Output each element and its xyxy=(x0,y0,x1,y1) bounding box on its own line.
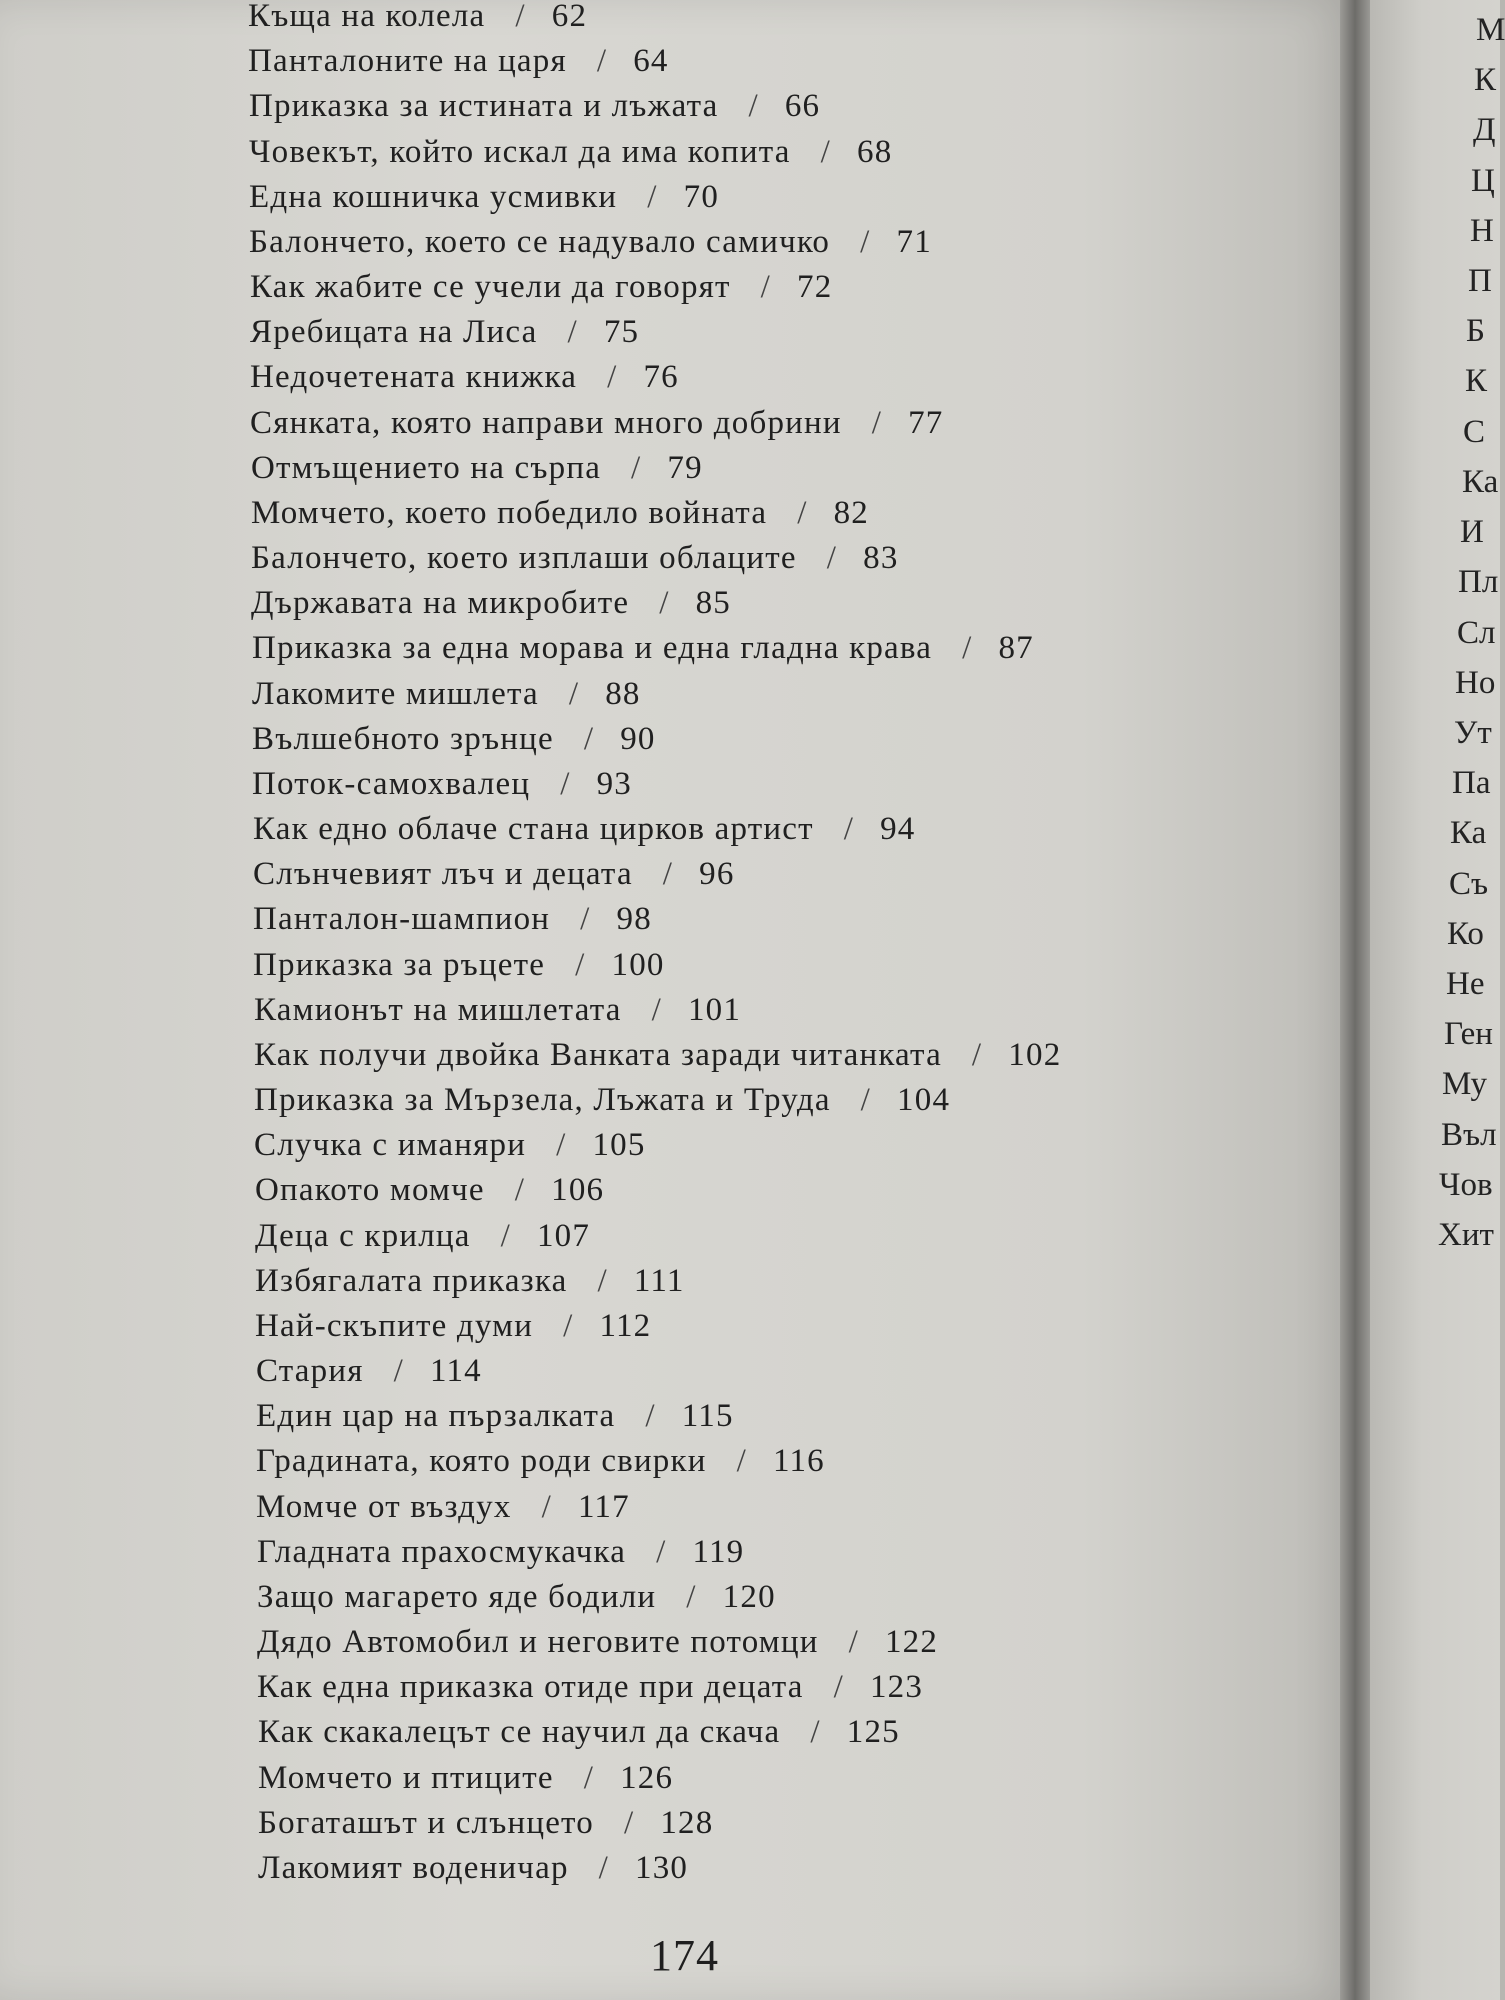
toc-entry xyxy=(256,1439,825,1483)
toc-entry xyxy=(258,1801,713,1845)
toc-entry-title: Момчето и птиците xyxy=(258,1760,554,1796)
toc-entry-page: 96 xyxy=(699,856,735,892)
toc-entry-title: Поток-самохвалец xyxy=(252,766,531,802)
right-page-fragment: Въл xyxy=(1441,1117,1497,1153)
toc-entry xyxy=(255,1304,651,1348)
toc-entry-page: 68 xyxy=(857,134,893,170)
toc-entry-page: 85 xyxy=(695,585,732,621)
toc-entry-page: 116 xyxy=(772,1443,825,1479)
right-page-fragment: М xyxy=(1476,12,1505,48)
toc-entry xyxy=(256,1394,734,1438)
toc-entry-page: 101 xyxy=(687,992,742,1028)
toc-entry-separator: / xyxy=(659,585,670,621)
toc-entry-separator: / xyxy=(575,947,586,983)
toc-entry xyxy=(251,446,703,490)
right-page-fragment: Пл xyxy=(1458,564,1499,600)
toc-entry xyxy=(256,1349,482,1393)
toc-entry-title: Недочетената книжка xyxy=(250,359,578,395)
toc-entry-page: 70 xyxy=(683,179,720,215)
right-page-fragment: Не xyxy=(1446,966,1485,1002)
toc-entry-title: Приказка за Мързела, Лъжата и Труда xyxy=(254,1082,831,1118)
toc-entry-page: 64 xyxy=(633,43,669,79)
toc-entry xyxy=(251,536,899,580)
toc-entry-title: Избягалата приказка xyxy=(255,1263,568,1299)
right-page-fragment: Чов xyxy=(1439,1167,1493,1203)
toc-entry-separator: / xyxy=(631,450,642,486)
toc-entry-page: 100 xyxy=(611,947,665,983)
right-page-fragment: Н xyxy=(1470,213,1494,249)
toc-entry-separator: / xyxy=(797,495,808,531)
toc-entry-separator: / xyxy=(580,901,591,937)
toc-entry-page: 120 xyxy=(722,1579,776,1615)
toc-entry-separator: / xyxy=(607,359,618,395)
toc-entry-separator: / xyxy=(748,88,759,124)
right-page-fragment: Му xyxy=(1442,1066,1488,1102)
toc-entry-title: Момче от въздух xyxy=(256,1489,512,1525)
toc-entry xyxy=(257,1575,776,1619)
toc-entry-separator: / xyxy=(848,1624,859,1660)
toc-entry xyxy=(249,220,932,264)
toc-entry-separator: / xyxy=(515,0,526,34)
toc-entry xyxy=(254,1033,1061,1077)
right-page-fragment: Д xyxy=(1473,112,1496,148)
toc-entry xyxy=(252,717,656,761)
toc-entry xyxy=(248,39,669,83)
toc-entry-separator: / xyxy=(560,766,571,802)
toc-entry-title: Човекът, който искал да има копита xyxy=(249,134,791,170)
toc-entry-separator: / xyxy=(514,1172,526,1208)
toc-entry-title: Слънчевият лъч и децата xyxy=(253,856,633,892)
toc-entry-title: Къща на колела xyxy=(248,0,486,34)
toc-entry-title: Една кошничка усмивки xyxy=(249,179,618,215)
toc-entry-separator: / xyxy=(645,1398,656,1434)
toc-entry-separator: / xyxy=(583,1760,595,1796)
toc-entry xyxy=(249,130,892,174)
toc-entry-page: 111 xyxy=(633,1263,685,1299)
toc-entry xyxy=(254,1123,646,1167)
toc-entry-page: 102 xyxy=(1008,1037,1062,1073)
toc-entry-page: 122 xyxy=(884,1624,939,1660)
toc-entry-title: Стария xyxy=(256,1353,364,1389)
toc-entry-page: 79 xyxy=(667,450,703,486)
toc-entry xyxy=(254,1078,950,1122)
toc-entry-title: Панталон-шампион xyxy=(253,901,551,937)
toc-entry-page: 62 xyxy=(551,0,588,34)
toc-entry-title: Градината, която роди свирки xyxy=(256,1443,707,1479)
toc-entry xyxy=(258,1756,673,1800)
toc-entry xyxy=(250,265,832,309)
toc-entry-separator: / xyxy=(647,179,658,215)
toc-entry-page: 94 xyxy=(880,811,916,847)
toc-entry-page: 83 xyxy=(863,540,899,576)
book-gutter xyxy=(1340,0,1370,2000)
toc-entry-page: 117 xyxy=(577,1489,630,1525)
toc-entry xyxy=(250,310,639,354)
toc-entry-title: Приказка за ръцете xyxy=(253,947,546,983)
toc-entry-title: Случка с иманяри xyxy=(254,1127,527,1163)
right-page-fragment: Съ xyxy=(1449,866,1489,902)
toc-entry-page: 105 xyxy=(592,1127,646,1163)
toc-entry-separator: / xyxy=(833,1669,844,1705)
toc-entry-separator: / xyxy=(568,676,580,712)
toc-entry xyxy=(255,1214,590,1258)
right-page-fragment: Ка xyxy=(1462,464,1499,500)
toc-entry-page: 112 xyxy=(599,1308,652,1344)
toc-entry-separator: / xyxy=(843,811,855,847)
toc-entry-title: Как получи двойка Ванката заради читанката xyxy=(254,1037,942,1073)
toc-entry xyxy=(248,0,587,38)
toc-entry-page: 98 xyxy=(616,901,652,937)
toc-entry-page: 125 xyxy=(846,1714,900,1750)
right-page-fragment: Ка xyxy=(1450,815,1487,851)
toc-entry-separator: / xyxy=(662,856,674,892)
toc-entry xyxy=(254,988,741,1032)
toc-entry-page: 75 xyxy=(603,314,640,350)
toc-entry-title: Камионът на мишлетата xyxy=(254,992,622,1028)
toc-entry xyxy=(253,943,665,987)
toc-entry xyxy=(256,1485,630,1529)
toc-entry xyxy=(258,1846,688,1890)
toc-entry xyxy=(253,807,916,851)
toc-entry-separator: / xyxy=(567,314,578,350)
toc-entry-page: 114 xyxy=(429,1353,482,1389)
toc-entry-separator: / xyxy=(760,269,772,305)
toc-entry-separator: / xyxy=(651,992,662,1028)
right-page-fragment: Ут xyxy=(1454,715,1492,751)
toc-entry-page: 82 xyxy=(833,495,869,531)
toc-entry xyxy=(251,491,869,535)
toc-entry-separator: / xyxy=(826,540,838,576)
toc-entry-title: Опакото момче xyxy=(255,1172,485,1208)
toc-entry-separator: / xyxy=(860,224,871,260)
toc-entry-title: Отмъщението на сърпа xyxy=(251,450,602,486)
right-page-fragment: К xyxy=(1465,363,1488,399)
toc-entry-separator: / xyxy=(597,1263,608,1299)
toc-entry-title: Как една приказка отиде при децата xyxy=(257,1669,804,1705)
toc-entry-title: Гладната прахосмукачка xyxy=(257,1534,627,1570)
right-page-fragment: П xyxy=(1468,263,1492,299)
toc-entry-separator: / xyxy=(541,1489,552,1525)
toc-entry xyxy=(252,626,1034,670)
right-page-fragment: Ко xyxy=(1447,916,1484,952)
toc-entry xyxy=(257,1530,744,1574)
toc-entry-page: 104 xyxy=(897,1082,951,1118)
toc-entry-title: Как скакалецът се научил да скача xyxy=(258,1714,781,1750)
right-page-fragment: Но xyxy=(1455,665,1496,701)
toc-entry-separator: / xyxy=(500,1218,511,1254)
toc-entry xyxy=(255,1168,604,1212)
toc-entry xyxy=(253,852,735,896)
toc-entry-separator: / xyxy=(871,405,883,441)
toc-entry-title: Вълшебното зрънце xyxy=(252,721,554,757)
toc-entry xyxy=(249,175,719,219)
toc-entry-title: Балончето, което се надувало самичко xyxy=(249,224,831,260)
toc-entry-title: Най-скъпите думи xyxy=(255,1308,534,1344)
toc-entry-page: 88 xyxy=(605,676,641,712)
toc-entry-title: Панталоните на царя xyxy=(248,43,567,79)
toc-entry-title: Сянката, която направи много добрини xyxy=(250,405,842,441)
toc-entry-separator: / xyxy=(556,1127,567,1163)
toc-entry-title: Приказка за една морава и една гладна крава xyxy=(252,630,933,666)
toc-entry-separator: / xyxy=(393,1353,404,1389)
toc-entry xyxy=(250,401,944,445)
toc-entry xyxy=(258,1710,900,1754)
toc-entry-separator: / xyxy=(810,1714,821,1750)
toc-entry-title: Дядо Автомобил и неговите потомци xyxy=(257,1624,819,1660)
toc-entry xyxy=(250,355,679,399)
toc-entry-title: Защо магарето яде бодили xyxy=(257,1579,657,1615)
toc-entry-title: Деца с крилца xyxy=(255,1218,471,1254)
toc-entry xyxy=(253,897,652,941)
toc-entry xyxy=(252,672,641,716)
toc-entry-page: 126 xyxy=(620,1760,674,1796)
toc-entry-page: 77 xyxy=(908,405,944,441)
right-page-fragment: К xyxy=(1474,62,1497,98)
toc-entry-separator: / xyxy=(736,1443,747,1479)
toc-entry-separator: / xyxy=(583,721,595,757)
page-number: 174 xyxy=(650,1931,719,1980)
toc-entry-separator: / xyxy=(860,1082,872,1118)
right-page-fragment: Сл xyxy=(1457,615,1496,651)
toc-entry-page: 71 xyxy=(896,224,932,260)
right-page-fragment: Ц xyxy=(1471,163,1495,199)
toc-entry-title: Как едно облаче стана цирков артист xyxy=(253,811,814,847)
toc-entry-page: 115 xyxy=(681,1398,734,1434)
toc-entry-page: 93 xyxy=(596,766,633,802)
toc-entry-title: Лакомите мишлета xyxy=(252,676,539,712)
right-page-fragment: Ген xyxy=(1444,1016,1493,1052)
toc-entry xyxy=(257,1665,923,1709)
toc-entry xyxy=(251,581,731,625)
toc-entry-title: Лакомият воденичар xyxy=(258,1850,569,1886)
toc-entry xyxy=(249,84,820,128)
toc-entry xyxy=(255,1259,685,1303)
right-page-fragment: Б xyxy=(1466,313,1485,349)
toc-entry-separator: / xyxy=(596,43,608,79)
toc-entry-title: Балончето, което изплаши облаците xyxy=(251,540,797,576)
toc-entry-separator: / xyxy=(971,1037,983,1073)
toc-entry-separator: / xyxy=(623,1805,635,1841)
table-of-contents xyxy=(248,0,1328,1886)
toc-entry-title: Приказка за истината и лъжата xyxy=(249,88,719,124)
toc-entry-page: 76 xyxy=(643,359,679,395)
toc-entry-title: Момчето, което победило войната xyxy=(251,495,768,531)
toc-entry-page: 106 xyxy=(551,1172,605,1208)
toc-entry-separator: / xyxy=(962,630,973,666)
right-page-fragment: Хит xyxy=(1438,1217,1494,1253)
toc-entry-separator: / xyxy=(563,1308,574,1344)
toc-entry-separator: / xyxy=(598,1850,610,1886)
toc-entry-title: Един цар на пързалката xyxy=(256,1398,616,1434)
toc-entry xyxy=(257,1620,938,1664)
toc-entry-page: 107 xyxy=(536,1218,591,1254)
right-page-fragment: Па xyxy=(1452,765,1491,801)
toc-entry xyxy=(252,762,632,806)
toc-entry-page: 90 xyxy=(620,721,656,757)
toc-entry-page: 87 xyxy=(998,630,1034,666)
toc-entry-page: 66 xyxy=(784,88,821,124)
toc-entry-title: Как жабите се учели да говорят xyxy=(250,269,731,305)
right-page-fragment: И xyxy=(1460,514,1484,550)
toc-entry-page: 128 xyxy=(660,1805,714,1841)
toc-entry-title: Държавата на микробите xyxy=(251,585,630,621)
toc-entry-title: Яребицата на Лиса xyxy=(250,314,538,350)
toc-entry-page: 119 xyxy=(692,1534,745,1570)
toc-entry-page: 72 xyxy=(797,269,833,305)
toc-entry-separator: / xyxy=(820,134,831,170)
toc-entry-title: Богаташът и слънцето xyxy=(258,1805,594,1841)
right-page-fragment: С xyxy=(1463,414,1486,450)
toc-entry-separator: / xyxy=(656,1534,667,1570)
toc-entry-page: 130 xyxy=(635,1850,689,1886)
toc-entry-separator: / xyxy=(686,1579,697,1615)
toc-entry-page: 123 xyxy=(869,1669,924,1705)
